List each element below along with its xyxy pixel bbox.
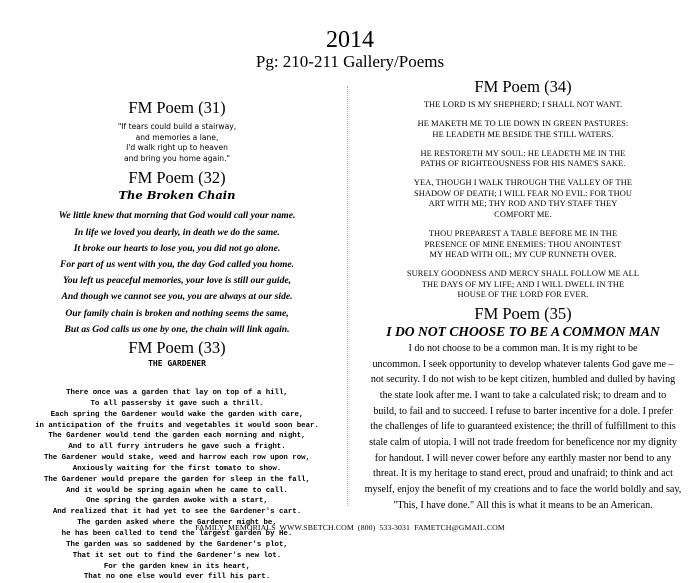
poem-line: the state look after me. I want to take a calculated risk; to dream and to — [379, 389, 667, 401]
poem-line: HE LEADETH ME BESIDE THE STILL WATERS. — [432, 129, 614, 139]
poem-line: threat. It is my heritage to stand erect, proud and unafraid; to think and act — [373, 468, 673, 480]
poem-line: But as God calls us one by one, the chain will link again. — [64, 323, 290, 335]
psalm-paragraph — [362, 178, 684, 220]
catalog-year: 2014 — [326, 27, 374, 53]
poem-line: not security. I do not wish to be kept citizen, humbled and dulled by having — [370, 374, 676, 386]
poem-33-title: FM Poem (33) — [128, 338, 226, 357]
poem-line: "This, I have done." All this is what it means to be an American. — [393, 499, 653, 511]
page-range: Pg: 210-211 Gallery/Poems — [255, 52, 445, 71]
poem-33 — [16, 338, 338, 583]
poem-35-title: FM Poem (35) — [474, 303, 572, 323]
poem-line: and memories a lane, — [135, 132, 219, 142]
poem-line: myself, enjoy the benefit of my creations and to face the world boldly and say, — [364, 484, 682, 496]
poem-35-body — [362, 341, 684, 514]
poem-line: And though we cannot see you, you are always at our side. — [61, 291, 293, 303]
poem-line: And realized that it had yet to see the Gardener's cart. — [52, 508, 302, 517]
poem-32 — [16, 168, 338, 338]
psalm-paragraph — [362, 229, 684, 261]
poem-31 — [16, 98, 338, 164]
poem-32-body — [16, 208, 338, 338]
left-column — [16, 98, 338, 583]
poem-line: for handout. I will never cower before any earthly master nor bend to any — [374, 452, 672, 464]
poem-line: HE MAKETH ME TO LIE DOWN IN GREEN PASTURES: — [417, 118, 629, 128]
psalm-paragraph — [362, 269, 684, 301]
psalm-paragraph — [362, 100, 684, 111]
poem-line: The Gardener would stake, weed and harrow each row upon row, — [43, 454, 311, 463]
poem-31-title: FM Poem (31) — [128, 98, 226, 117]
poem-line: PATHS OF RIGHTEOUSNESS FOR HIS NAME'S SAKE. — [420, 159, 626, 169]
poem-35 — [362, 304, 684, 514]
poem-line: he has been called to tend the largest garden by He. — [61, 529, 293, 538]
poem-line: build, to fail and to succeed. I refuse to barter incentive for a dole. I prefer — [373, 405, 673, 417]
poem-line: ART WITH ME; THY ROD AND THY STAFF THEY — [428, 199, 618, 209]
poem-line: The garden was so saddened by the Gardener's plot, — [66, 540, 288, 549]
poem-line: I do not choose to be a common man. It is my right to be — [408, 342, 638, 354]
poem-line: To all passersby it gave such a thrill. — [90, 399, 264, 408]
right-column — [362, 77, 684, 514]
poem-line: In life we loved you dearly, in death we do the same. — [74, 226, 280, 238]
poem-35-subtitle: I DO NOT CHOOSE TO BE A COMMON MAN — [386, 323, 660, 339]
poem-line: And to all furry intruders he gave such a fright. — [68, 443, 286, 452]
poem-line: The Gardener would tend the garden each morning and night, — [48, 432, 306, 441]
psalm-paragraph — [362, 119, 684, 140]
poem-line: And it would be spring again when he came to call. — [66, 486, 288, 495]
footer-contact: FAMILY MEMORIALS WWW.SBETCH.COM (800) 533-3031 FAMETCH@GMAIL.COM — [195, 523, 505, 532]
poem-line: Our family chain is broken and nothing seems the same, — [65, 307, 289, 319]
poem-line: HOUSE OF THE LORD FOR EVER. — [457, 290, 589, 300]
poem-line: For part of us went with you, the day God called you home. — [60, 258, 294, 270]
poem-line: I'd walk right up to heaven — [126, 143, 228, 153]
poem-33-body — [16, 388, 338, 583]
poem-line: "If tears could build a stairway, — [117, 122, 237, 131]
poem-line: Each spring the Gardener would wake the garden with care, — [50, 410, 304, 419]
poem-31-body — [16, 122, 338, 164]
poem-line: COMFORT ME. — [494, 209, 552, 219]
poem-line: the challenges of life to guaranteed existence; the thrill of fulfillment to this — [370, 421, 676, 433]
psalm-paragraph — [362, 149, 684, 170]
poem-line: The garden asked where the Gardener might be, — [77, 519, 277, 528]
poem-line: stale calm of utopia. I will not trade freedom for beneficence nor my dignity — [369, 437, 677, 449]
poem-line: and bring you home again." — [123, 153, 231, 163]
poem-line: in anticipation of the fruits and vegetables it would soon bear. — [35, 421, 319, 430]
poem-line: There once was a garden that lay on top of a hill, — [66, 389, 288, 397]
poem-line: THE DAYS OF MY LIFE; AND I WILL DWELL IN THE — [421, 279, 625, 289]
poem-line: It broke our hearts to lose you, you did not go alone. — [73, 242, 281, 254]
poem-line: MY HEAD WITH OIL; MY CUP RUNNETH OVER. — [429, 250, 617, 260]
poem-line: THOU PREPAREST A TABLE BEFORE ME IN THE — [428, 228, 618, 238]
poem-line: You left us peaceful memories, your love is still our guide, — [62, 275, 292, 287]
poem-line: YEA, THOUGH I WALK THROUGH THE VALLEY OF THE — [413, 178, 633, 188]
poem-line: For the garden knew in its heart, — [103, 562, 251, 571]
poem-33-subtitle: THE GARDENER — [148, 359, 206, 368]
poem-line: uncommon. I seek opportunity to develop whatever talents God gave me – — [372, 358, 674, 370]
column-divider — [347, 86, 348, 506]
poem-32-title: FM Poem (32) — [128, 168, 226, 188]
poem-34-body — [362, 100, 684, 301]
poem-line: THE LORD IS MY SHEPHERD; I SHALL NOT WANT. — [423, 100, 623, 109]
poem-line: That no one else would ever fill his part. — [83, 573, 271, 582]
poem-line: The Gardener would prepare the garden for sleep in the fall, — [43, 475, 311, 484]
poem-32-subtitle: The Broken Chain — [118, 188, 236, 203]
poem-34 — [362, 77, 684, 301]
poem-line: SHADOW OF DEATH; I WILL FEAR NO EVIL: FOR THOU — [413, 188, 633, 198]
poem-line: SURELY GOODNESS AND MERCY SHALL FOLLOW ME ALL — [406, 269, 640, 279]
poem-34-title: FM Poem (34) — [474, 77, 572, 96]
poem-line: PRESENCE OF MINE ENEMIES: THOU ANOINTEST — [424, 239, 622, 249]
poem-line: We little knew that morning that God would call your name. — [58, 210, 296, 222]
poem-line: Anxiously waiting for the first tomato to show. — [72, 464, 282, 473]
poem-line: One spring the garden awoke with a start, — [86, 497, 268, 506]
poem-line: That it set out to find the Gardener's new lot. — [72, 551, 282, 560]
poem-line: HE RESTORETH MY SOUL: HE LEADETH ME IN THE — [420, 148, 626, 158]
